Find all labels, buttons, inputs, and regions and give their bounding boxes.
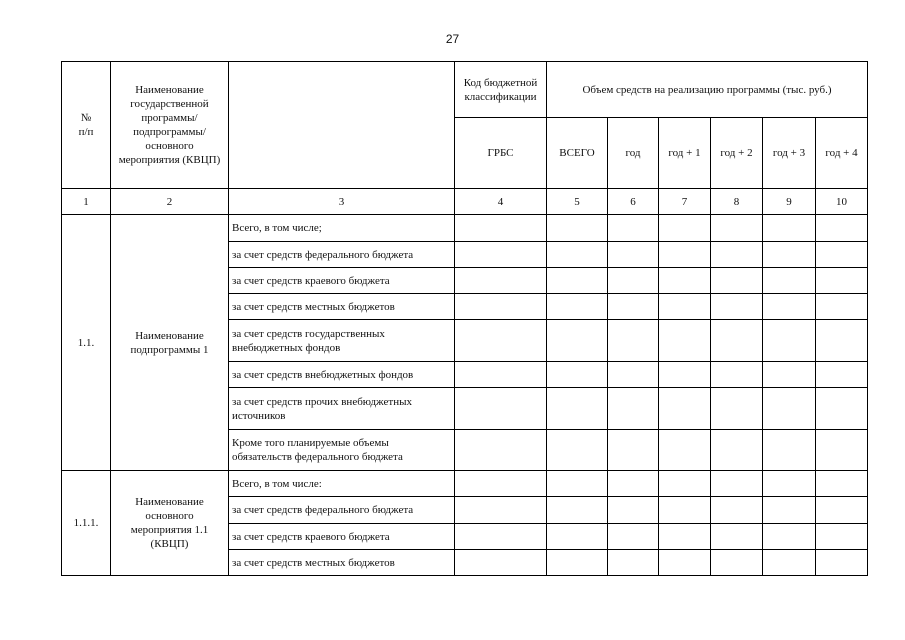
value-cell xyxy=(547,320,608,362)
funding-source: за счет средств местных бюджетов xyxy=(229,550,455,576)
value-cell xyxy=(816,242,868,268)
column-number: 4 xyxy=(455,189,547,215)
value-cell xyxy=(455,471,547,497)
value-cell xyxy=(763,294,816,320)
value-cell xyxy=(455,320,547,362)
header-year: год xyxy=(608,118,659,189)
value-cell xyxy=(659,268,711,294)
value-cell xyxy=(547,471,608,497)
value-cell xyxy=(547,388,608,430)
value-cell xyxy=(608,524,659,550)
program-name: Наименование основного мероприятия 1.1 (КВЦП) xyxy=(111,471,229,576)
column-number: 9 xyxy=(763,189,816,215)
value-cell xyxy=(711,471,763,497)
value-cell xyxy=(659,362,711,388)
funding-source: Кроме того планируемые объемы обязательств федерального бюджета xyxy=(229,430,455,471)
value-cell xyxy=(547,215,608,242)
page-number: 27 xyxy=(445,32,460,46)
program-name: Наименование подпрограммы 1 xyxy=(111,215,229,471)
value-cell xyxy=(659,388,711,430)
value-cell xyxy=(816,550,868,576)
value-cell xyxy=(547,242,608,268)
value-cell xyxy=(763,242,816,268)
value-cell xyxy=(659,550,711,576)
column-number: 10 xyxy=(816,189,868,215)
value-cell xyxy=(816,524,868,550)
value-cell xyxy=(763,215,816,242)
value-cell xyxy=(711,320,763,362)
value-cell xyxy=(455,497,547,524)
funding-source: за счет средств местных бюджетов xyxy=(229,294,455,320)
column-number: 2 xyxy=(111,189,229,215)
header-year-plus-2: год + 2 xyxy=(711,118,763,189)
value-cell xyxy=(608,550,659,576)
value-cell xyxy=(659,215,711,242)
value-cell xyxy=(455,268,547,294)
value-cell xyxy=(659,497,711,524)
value-cell xyxy=(816,497,868,524)
header-blank xyxy=(229,62,455,189)
value-cell xyxy=(711,362,763,388)
value-cell xyxy=(659,242,711,268)
table-row xyxy=(62,471,868,497)
value-cell xyxy=(816,268,868,294)
funding-source: за счет средств внебюджетных фондов xyxy=(229,362,455,388)
value-cell xyxy=(547,268,608,294)
value-cell xyxy=(547,497,608,524)
value-cell xyxy=(547,430,608,471)
value-cell xyxy=(816,362,868,388)
value-cell xyxy=(763,430,816,471)
value-cell xyxy=(711,388,763,430)
value-cell xyxy=(547,294,608,320)
funding-source: за счет средств краевого бюджета xyxy=(229,524,455,550)
value-cell xyxy=(816,320,868,362)
header-year-plus-4: год + 4 xyxy=(816,118,868,189)
header-row-1 xyxy=(62,62,868,118)
row-number: 1.1.1. xyxy=(62,471,111,576)
value-cell xyxy=(763,320,816,362)
header-num: № п/п xyxy=(62,62,111,189)
header-year-plus-3: год + 3 xyxy=(763,118,816,189)
value-cell xyxy=(608,471,659,497)
value-cell xyxy=(763,362,816,388)
value-cell xyxy=(608,388,659,430)
header-code: Код бюджетной классификации xyxy=(455,62,547,118)
value-cell xyxy=(547,524,608,550)
value-cell xyxy=(455,388,547,430)
column-number: 1 xyxy=(62,189,111,215)
value-cell xyxy=(608,294,659,320)
value-cell xyxy=(711,215,763,242)
value-cell xyxy=(711,524,763,550)
value-cell xyxy=(608,320,659,362)
value-cell xyxy=(455,362,547,388)
value-cell xyxy=(547,362,608,388)
value-cell xyxy=(816,388,868,430)
column-number: 8 xyxy=(711,189,763,215)
funding-source: за счет средств государственных внебюджетных фондов xyxy=(229,320,455,362)
value-cell xyxy=(608,242,659,268)
value-cell xyxy=(455,430,547,471)
value-cell xyxy=(816,430,868,471)
value-cell xyxy=(455,215,547,242)
funding-source: Всего, в том числе; xyxy=(229,215,455,242)
value-cell xyxy=(711,550,763,576)
value-cell xyxy=(455,524,547,550)
value-cell xyxy=(608,430,659,471)
funding-source: Всего, в том числе: xyxy=(229,471,455,497)
value-cell xyxy=(816,294,868,320)
value-cell xyxy=(455,550,547,576)
funding-source: за счет средств прочих внебюджетных источников xyxy=(229,388,455,430)
value-cell xyxy=(763,497,816,524)
column-number: 6 xyxy=(608,189,659,215)
value-cell xyxy=(608,362,659,388)
column-number: 3 xyxy=(229,189,455,215)
value-cell xyxy=(659,430,711,471)
value-cell xyxy=(763,471,816,497)
value-cell xyxy=(763,388,816,430)
header-year-plus-1: год + 1 xyxy=(659,118,711,189)
value-cell xyxy=(711,294,763,320)
value-cell xyxy=(763,524,816,550)
column-number: 5 xyxy=(547,189,608,215)
header-grbs: ГРБС xyxy=(455,118,547,189)
budget-table xyxy=(61,61,868,576)
funding-source: за счет средств краевого бюджета xyxy=(229,268,455,294)
value-cell xyxy=(711,268,763,294)
header-volume: Объем средств на реализацию программы (тыс. руб.) xyxy=(547,62,868,118)
value-cell xyxy=(455,294,547,320)
value-cell xyxy=(763,550,816,576)
value-cell xyxy=(763,268,816,294)
column-number: 7 xyxy=(659,189,711,215)
funding-source: за счет средств федерального бюджета xyxy=(229,242,455,268)
value-cell xyxy=(659,471,711,497)
row-number: 1.1. xyxy=(62,215,111,471)
table-row xyxy=(62,215,868,242)
value-cell xyxy=(659,294,711,320)
value-cell xyxy=(608,268,659,294)
value-cell xyxy=(816,215,868,242)
value-cell xyxy=(711,497,763,524)
value-cell xyxy=(659,524,711,550)
funding-source: за счет средств федерального бюджета xyxy=(229,497,455,524)
value-cell xyxy=(608,215,659,242)
column-number-row xyxy=(62,189,868,215)
value-cell xyxy=(608,497,659,524)
value-cell xyxy=(547,550,608,576)
value-cell xyxy=(659,320,711,362)
value-cell xyxy=(711,430,763,471)
header-name: Наименование государственной программы/ подпрограммы/ основного мероприятия (КВЦП) xyxy=(111,62,229,189)
value-cell xyxy=(816,471,868,497)
header-total: ВСЕГО xyxy=(547,118,608,189)
value-cell xyxy=(711,242,763,268)
value-cell xyxy=(455,242,547,268)
